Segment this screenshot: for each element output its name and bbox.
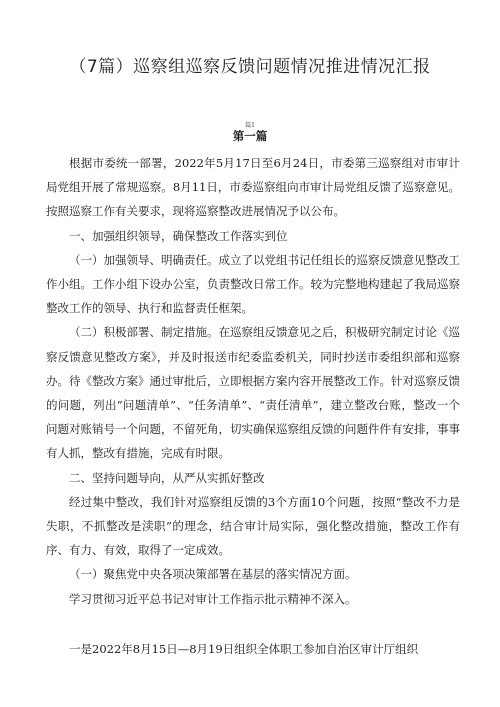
paragraph-deployment: （二）积极部署、制定措施。在巡察组反馈意见之后，积极研究制定讨论《巡察反馈意见整改方案》，并及时报送市纪委监委机关，同时抄送市委组织部和巡察办。待《整改方案》通过审批后，立即根据方案内容开展整改工作。针对巡察反馈的问题，列出“问题清单”、“任务清单”、“责任清单”，建立整改台账，整改一个问题对账销号一个问题，不留死角，切实确保巡察组反馈的问题件件有安排，事事有人抓，整改有措施，完成有时限。 <box>46 325 460 461</box>
paragraph-first-measure: 一是2022年8月15日—8月19日组织全体职工参加自治区审计厅组织 <box>69 641 419 656</box>
paragraph-intro: 根据市委统一部署，2022年5月17日至6月24日，市委第三巡察组对市审计局党组开展了常规巡察。8月11日，市委巡察组向市审计局党组反馈了巡察意见。按照巡察工作有关要求，现将巡察整改进展情况予以公布。 <box>46 156 460 219</box>
paragraph-rectification: 经过集中整改，我们针对巡察组反馈的3个方面10个问题，按照“整改不力是失职，不抓整改是渎职”的理念，结合审计局实际，强化整改措施，整改工作有序、有力、有效，取得了一定成效。 <box>46 494 460 558</box>
document-body <box>46 151 460 661</box>
document-title: （7篇）巡察组巡察反馈问题情况推进情况汇报 <box>69 57 431 77</box>
section-mark: 篇1 <box>245 122 255 129</box>
heading-part-one: 一、加强组织领导，确保整改工作落实到位 <box>69 228 288 243</box>
subheading-decisions: （一）聚焦党中央各项决策部署在基层的落实情况方面。 <box>69 567 357 582</box>
section-heading: 第一篇 <box>232 129 268 143</box>
paragraph-leadership: （一）加强领导、明确责任。成立了以党组书记任组长的巡察反馈意见整改工作小组。工作小组下设办公室，负责整改日常工作。较为完整地构建起了我局巡察整改工作的领导、执行和监督责任框架。 <box>46 252 460 316</box>
heading-part-two: 二、坚持问题导向，从严从实抓好整改 <box>69 470 265 485</box>
paragraph-study-issue: 学习贯彻习近平总书记对审计工作指示批示精神不深入。 <box>69 591 357 606</box>
